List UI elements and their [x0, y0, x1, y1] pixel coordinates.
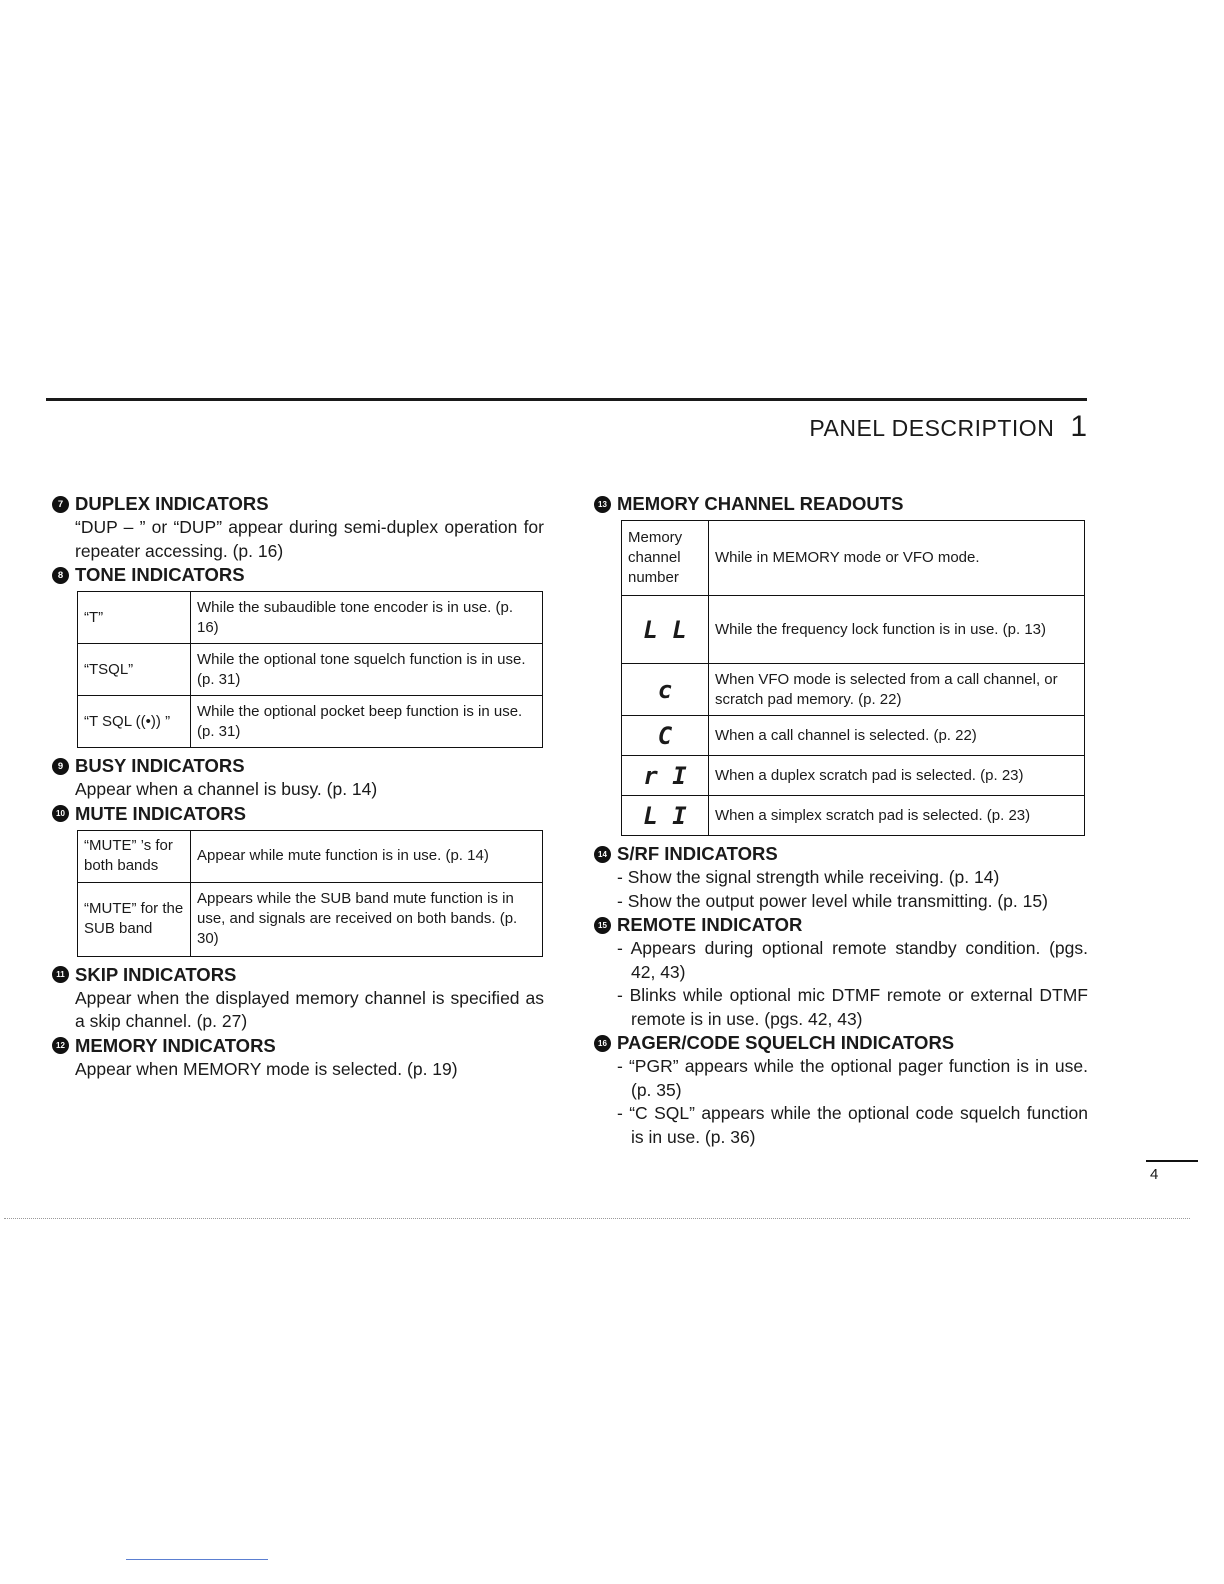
pager-title: PAGER/CODE SQUELCH INDICATORS	[617, 1032, 955, 1053]
table-row	[622, 596, 1085, 664]
duplex-text: “DUP – ” or “DUP” appear during semi-duplex operation for repeater accessing. (p. 16)	[75, 517, 544, 561]
srf-item: - Show the signal strength while receiving. (p. 14)	[617, 867, 1000, 887]
readout-symbol-cell	[622, 664, 709, 716]
item-number-badge: 14	[594, 846, 611, 863]
tone-table	[77, 591, 543, 748]
mute-title: MUTE INDICATORS	[75, 802, 246, 824]
busy-title: BUSY INDICATORS	[75, 755, 245, 776]
srf-heading	[594, 842, 1088, 866]
duplex-heading	[52, 492, 544, 516]
scan-artifact-line	[4, 1218, 1190, 1220]
remote-title: REMOTE INDICATOR	[617, 914, 803, 935]
memory-title: MEMORY INDICATORS	[75, 1034, 276, 1056]
tone-label-cell: “TSQL”	[78, 644, 191, 696]
remote-heading	[594, 913, 1088, 937]
readout-symbol-cell	[622, 756, 709, 796]
table-row	[622, 796, 1085, 836]
readout-symbol-cell	[622, 796, 709, 836]
table-row	[78, 644, 543, 696]
item-number-badge: 16	[594, 1035, 611, 1052]
skip-title: SKIP INDICATORS	[75, 963, 237, 985]
pager-item: - “PGR” appears while the optional pager function is in use. (p. 35)	[617, 1056, 1088, 1100]
srf-item: - Show the output power level while transmitting. (p. 15)	[617, 890, 1048, 911]
item-number-badge: 10	[52, 805, 69, 822]
mute-table	[77, 830, 543, 957]
busy-heading	[52, 754, 544, 778]
skip-text: Appear when the displayed memory channel is specified as a skip channel. (p. 27)	[75, 987, 544, 1031]
mute-label-cell: “MUTE” for the SUB band	[78, 882, 191, 956]
table-row	[622, 664, 1085, 716]
page-header	[809, 410, 1087, 444]
readout-desc-cell: When a simplex scratch pad is selected. (p. 23)	[709, 796, 1085, 836]
remote-item: - Blinks while optional mic DTMF remote or external DTMF remote is in use. (pgs. 42, 43)	[617, 985, 1088, 1029]
mute-desc-cell: Appears while the SUB band mute function is in use, and signals are received on both bands. (p. 30)	[191, 882, 543, 956]
right-column	[594, 492, 1088, 1149]
tone-heading	[52, 563, 544, 587]
page-number: 4	[1150, 1166, 1159, 1183]
table-row	[78, 882, 543, 956]
table-row	[622, 521, 1085, 596]
readout-desc-cell: When VFO mode is selected from a call channel, or scratch pad memory. (p. 22)	[709, 664, 1085, 716]
table-row	[78, 696, 543, 748]
memory-heading	[52, 1034, 544, 1058]
page-number-rule	[1146, 1160, 1198, 1162]
readout-desc-cell: When a duplex scratch pad is selected. (p. 23)	[709, 756, 1085, 796]
item-number-badge: 12	[52, 1037, 69, 1054]
readouts-title: MEMORY CHANNEL READOUTS	[617, 493, 904, 514]
readout-label-cell: Memory channel number	[622, 521, 709, 596]
vfo-call-readout-symbol: c	[657, 675, 673, 704]
table-row	[78, 592, 543, 644]
pager-heading	[594, 1031, 1088, 1055]
readouts-table	[621, 520, 1085, 836]
header-rule	[46, 398, 1087, 401]
item-number-badge: 7	[52, 496, 69, 513]
simplex-scratch-readout-symbol: L I	[643, 801, 687, 830]
readout-symbol-cell	[622, 716, 709, 756]
mute-label-cell: “MUTE” ’s for both bands	[78, 830, 191, 882]
readout-desc-cell: When a call channel is selected. (p. 22)	[709, 716, 1085, 756]
readout-desc-cell: While the frequency lock function is in use. (p. 13)	[709, 596, 1085, 664]
section-title: PANEL DESCRIPTION	[809, 415, 1055, 441]
mute-heading	[52, 802, 544, 826]
table-row	[78, 830, 543, 882]
remote-item: - Appears during optional remote standby condition. (pgs. 42, 43)	[617, 938, 1088, 982]
tone-title: TONE INDICATORS	[75, 564, 245, 585]
readout-desc-cell: While in MEMORY mode or VFO mode.	[709, 521, 1085, 596]
chapter-number: 1	[1070, 410, 1087, 443]
item-number-badge: 13	[594, 496, 611, 513]
srf-title: S/RF INDICATORS	[617, 843, 778, 864]
table-row	[622, 716, 1085, 756]
duplex-scratch-readout-symbol: r I	[643, 761, 687, 790]
scan-artifact-underline	[126, 1559, 268, 1560]
item-number-badge: 9	[52, 758, 69, 775]
skip-heading	[52, 963, 544, 987]
call-channel-readout-symbol: C	[657, 721, 673, 750]
item-number-badge: 11	[52, 966, 69, 983]
tone-label-cell: “T SQL ((•)) ”	[78, 696, 191, 748]
tone-label-cell: “T”	[78, 592, 191, 644]
readout-symbol-cell	[622, 596, 709, 664]
item-number-badge: 8	[52, 567, 69, 584]
left-column	[52, 492, 544, 1081]
lock-readout-symbol: L L	[643, 615, 687, 644]
memory-text: Appear when MEMORY mode is selected. (p. 19)	[75, 1058, 458, 1079]
item-number-badge: 15	[594, 917, 611, 934]
mute-desc-cell: Appear while mute function is in use. (p. 14)	[191, 830, 543, 882]
duplex-title: DUPLEX INDICATORS	[75, 493, 269, 514]
pager-item: - “C SQL” appears while the optional code squelch function is in use. (p. 36)	[617, 1103, 1088, 1147]
tone-desc-cell: While the optional pocket beep function is in use. (p. 31)	[191, 696, 543, 748]
readouts-heading	[594, 492, 1088, 516]
table-row	[622, 756, 1085, 796]
tone-desc-cell: While the optional tone squelch function is in use. (p. 31)	[191, 644, 543, 696]
tone-desc-cell: While the subaudible tone encoder is in use. (p. 16)	[191, 592, 543, 644]
busy-text: Appear when a channel is busy. (p. 14)	[75, 779, 378, 799]
